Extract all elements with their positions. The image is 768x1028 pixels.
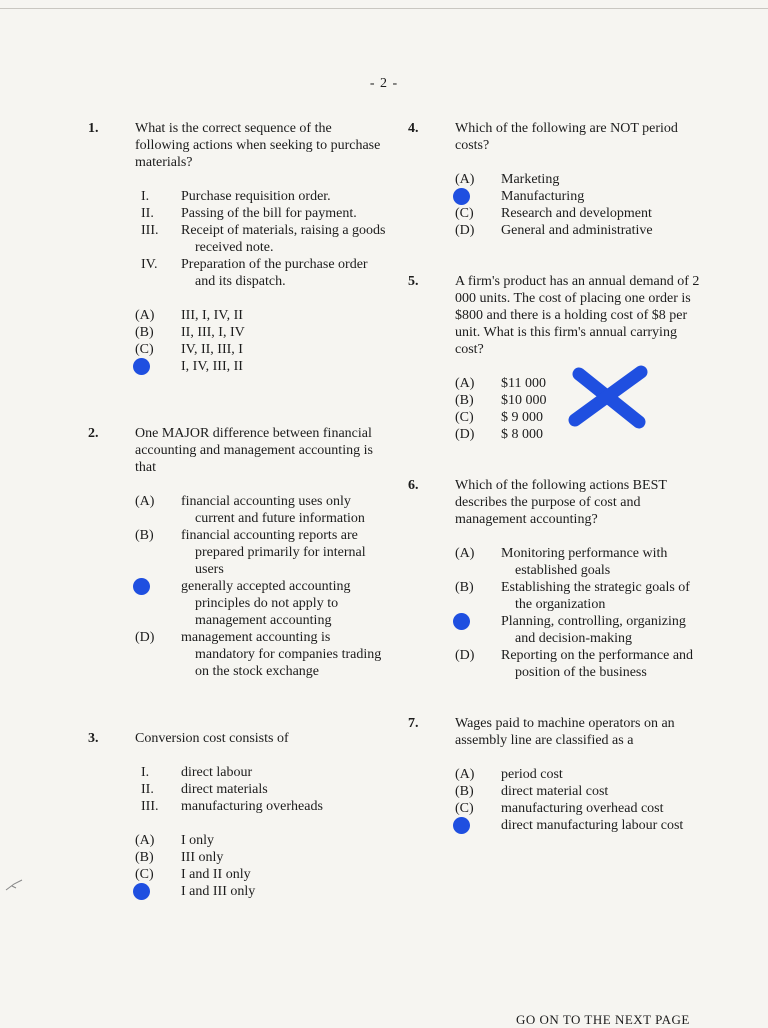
option-label: (A) — [455, 376, 475, 391]
question-stem: Which of the following actions BEST describes the purpose of cost and management accounting? — [455, 478, 667, 527]
question-stem: Wages paid to machine operators on an assembly line are classified as a — [455, 716, 675, 748]
option-b[interactable] — [455, 783, 708, 800]
option-text: $ 9 000 — [501, 410, 543, 425]
question-7 — [408, 715, 708, 834]
option-text: Reporting on the performance and position of the business — [501, 648, 694, 680]
option-label: (C) — [455, 410, 474, 425]
option-label: (A) — [135, 494, 155, 509]
question-number: 5. — [408, 274, 419, 289]
option-b[interactable] — [135, 527, 388, 578]
answer-options — [135, 832, 388, 900]
option-d[interactable] — [135, 358, 388, 375]
cross-mark-icon — [565, 362, 655, 432]
option-text: Marketing — [501, 172, 560, 187]
statement-item — [135, 188, 388, 205]
statement-label: II. — [141, 782, 154, 797]
option-text: Establishing the strategic goals of the organization — [501, 580, 690, 612]
question-3 — [88, 730, 388, 900]
statement-item — [135, 764, 388, 781]
question-stem: A firm's product has an annual demand of 2 000 units. The cost of placing one order is $800 and there is a holding cost of $8 per unit. What is this firm's annual carrying cost? — [455, 274, 700, 357]
answer-options — [135, 307, 388, 375]
option-text: III, I, IV, II — [181, 308, 243, 323]
statement-text: Purchase requisition order. — [181, 189, 331, 204]
question-number: 7. — [408, 716, 419, 731]
option-d[interactable] — [455, 647, 708, 681]
option-text: Monitoring performance with established goals — [501, 546, 668, 578]
page-number: - 2 - — [369, 76, 399, 91]
question-number: 2. — [88, 426, 99, 441]
option-text: management accounting is mandatory for companies trading on the stock exchange — [181, 630, 382, 679]
option-d[interactable] — [135, 883, 388, 900]
option-b[interactable] — [455, 188, 708, 205]
statement-label: II. — [141, 206, 154, 221]
option-label: (D) — [455, 648, 475, 663]
filled-answer-bubble — [133, 578, 150, 595]
option-text: $11 000 — [501, 376, 546, 391]
option-text: generally accepted accounting principles do not apply to management accounting — [181, 579, 351, 628]
option-label: (B) — [455, 784, 474, 799]
statement-text: direct materials — [181, 782, 268, 797]
option-text: II, III, I, IV — [181, 325, 245, 340]
statement-text: Passing of the bill for payment. — [181, 206, 357, 221]
option-b[interactable] — [135, 324, 388, 341]
statement-item — [135, 781, 388, 798]
option-text: direct manufacturing labour cost — [501, 818, 684, 833]
statement-label: I. — [141, 765, 150, 780]
option-label: (D) — [135, 630, 155, 645]
statement-item — [135, 798, 388, 815]
option-text: period cost — [501, 767, 563, 782]
statement-list — [135, 188, 388, 290]
question-stem: Conversion cost consists of — [135, 731, 289, 746]
option-text: Planning, controlling, organizing and decision-making — [501, 614, 686, 646]
option-a[interactable] — [455, 171, 708, 188]
statement-text: direct labour — [181, 765, 253, 780]
option-c[interactable] — [135, 866, 388, 883]
option-d[interactable] — [455, 817, 708, 834]
option-b[interactable] — [455, 579, 708, 613]
option-a[interactable] — [135, 832, 388, 849]
question-stem: Which of the following are NOT period costs? — [455, 121, 678, 153]
filled-answer-bubble — [453, 817, 470, 834]
question-stem: What is the correct sequence of the following actions when seeking to purchase materials? — [135, 121, 381, 170]
option-label: (C) — [135, 342, 154, 357]
question-number: 1. — [88, 121, 99, 136]
scan-edge-line — [0, 8, 768, 9]
option-c[interactable] — [455, 613, 708, 647]
option-text: I and II only — [181, 867, 251, 882]
statement-item — [135, 205, 388, 222]
statement-item — [135, 222, 388, 256]
option-text: $10 000 — [501, 393, 547, 408]
option-text: manufacturing overhead cost — [501, 801, 664, 816]
question-1 — [88, 120, 388, 375]
option-label: (A) — [455, 172, 475, 187]
option-label: (A) — [455, 546, 475, 561]
question-5 — [408, 273, 708, 443]
option-label: (B) — [135, 325, 154, 340]
answer-options — [135, 493, 388, 680]
right-column — [408, 120, 708, 834]
question-6 — [408, 477, 708, 681]
option-c[interactable] — [455, 800, 708, 817]
option-label: (B) — [135, 850, 154, 865]
option-text: Research and development — [501, 206, 652, 221]
answer-options — [455, 545, 708, 681]
statement-label: III. — [141, 223, 159, 238]
option-label: (C) — [455, 801, 474, 816]
option-text: General and administrative — [501, 223, 653, 238]
option-text: I only — [181, 833, 215, 848]
question-number: 6. — [408, 478, 419, 493]
filled-answer-bubble — [133, 883, 150, 900]
question-4 — [408, 120, 708, 239]
option-text: financial accounting uses only current and future information — [181, 494, 365, 526]
option-text: III only — [181, 850, 224, 865]
footer-next-page: GO ON TO THE NEXT PAGE — [516, 1012, 690, 1027]
option-text: I, IV, III, II — [181, 359, 243, 374]
statement-text: manufacturing overheads — [181, 799, 323, 814]
option-label: (B) — [135, 528, 154, 543]
option-text: IV, II, III, I — [181, 342, 243, 357]
question-stem: One MAJOR difference between financial accounting and management accounting is that — [135, 426, 373, 475]
option-label: (D) — [455, 427, 475, 442]
option-d[interactable] — [455, 222, 708, 239]
option-label: (A) — [135, 308, 155, 323]
option-c[interactable] — [135, 578, 388, 629]
option-label: (C) — [455, 206, 474, 221]
answer-options — [455, 171, 708, 239]
option-b[interactable] — [135, 849, 388, 866]
statement-text: Receipt of materials, raising a goods received note. — [181, 223, 386, 255]
option-label: (D) — [455, 223, 475, 238]
statement-label: III. — [141, 799, 159, 814]
left-column — [88, 120, 388, 900]
statement-item — [135, 256, 388, 290]
option-label: (A) — [135, 833, 155, 848]
option-c[interactable] — [135, 341, 388, 358]
option-c[interactable] — [455, 205, 708, 222]
statement-label: IV. — [141, 257, 158, 272]
option-text: direct material cost — [501, 784, 609, 799]
option-text: Manufacturing — [501, 189, 585, 204]
option-d[interactable] — [135, 629, 388, 680]
question-number: 3. — [88, 731, 99, 746]
option-label: (A) — [455, 767, 475, 782]
filled-answer-bubble — [453, 188, 470, 205]
option-label: (B) — [455, 580, 474, 595]
filled-answer-bubble — [133, 358, 150, 375]
answer-options — [455, 766, 708, 834]
option-text: I and III only — [181, 884, 256, 899]
statement-label: I. — [141, 189, 150, 204]
statement-text: Preparation of the purchase order and its dispatch. — [181, 257, 368, 289]
option-text: $ 8 000 — [501, 427, 543, 442]
statement-list — [135, 764, 388, 815]
option-a[interactable] — [455, 545, 708, 579]
option-a[interactable] — [135, 493, 388, 527]
question-number: 4. — [408, 121, 419, 136]
option-label: (B) — [455, 393, 474, 408]
question-2 — [88, 425, 388, 680]
option-a[interactable] — [455, 766, 708, 783]
option-text: financial accounting reports are prepared primarily for internal users — [181, 528, 366, 577]
filled-answer-bubble — [453, 613, 470, 630]
option-label: (C) — [135, 867, 154, 882]
option-a[interactable] — [135, 307, 388, 324]
stray-pen-mark — [4, 878, 24, 892]
